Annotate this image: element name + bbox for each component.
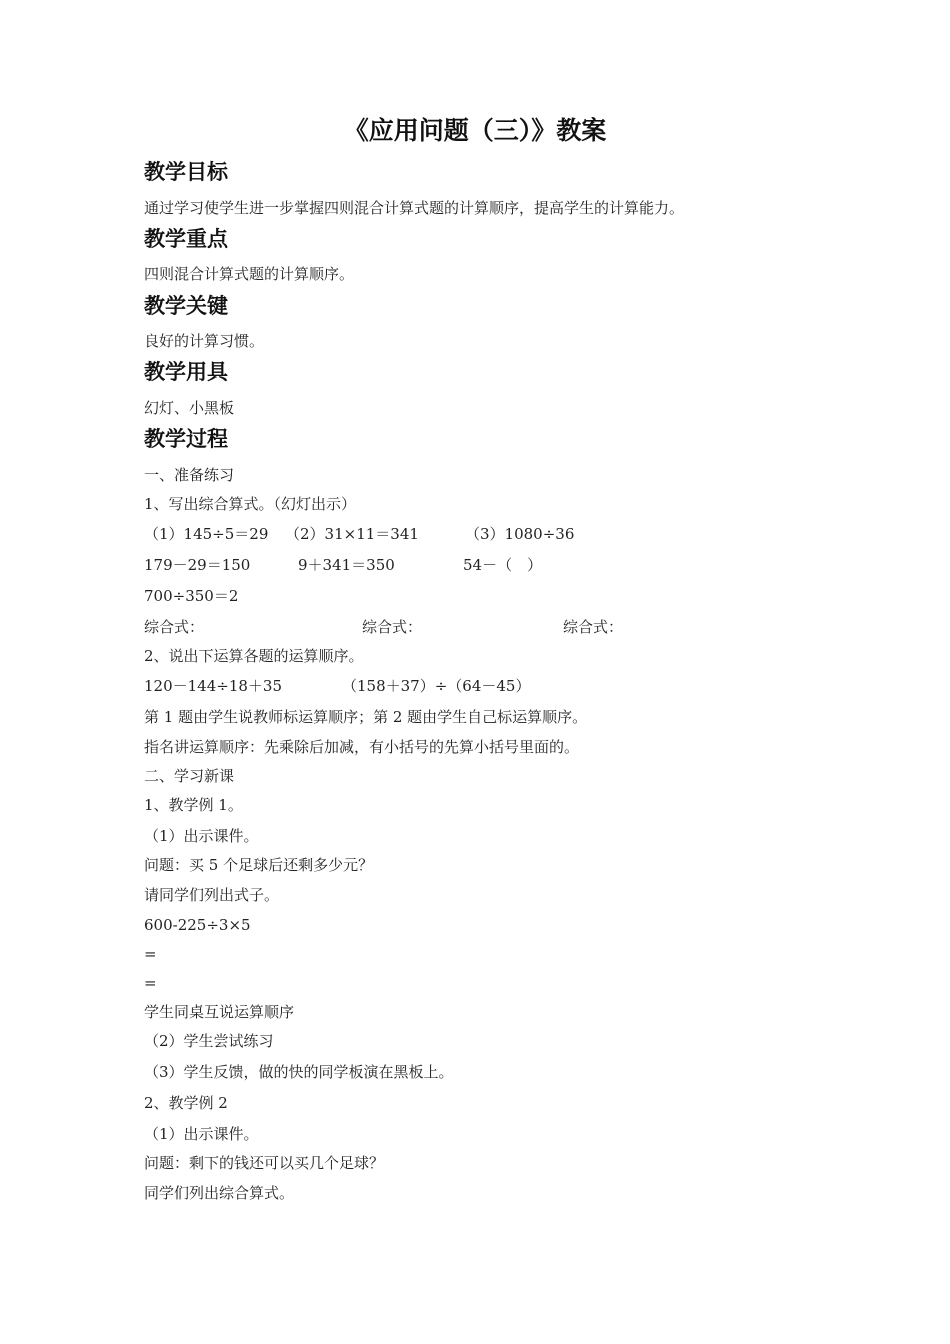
heading-key: 教学关键 <box>144 294 228 318</box>
part1-note2: 指名讲运算顺序：先乘除后加减，有小括号的先算小括号里面的。 <box>144 738 580 756</box>
heading-process: 教学过程 <box>144 427 228 451</box>
expr-3a: （3）1080÷36 <box>465 525 575 543</box>
example2-step1: （1）出示课件。 <box>144 1125 259 1143</box>
example1-step1: （1）出示课件。 <box>144 827 259 845</box>
key-text: 良好的计算习惯。 <box>144 332 265 350</box>
heading-key-point: 教学重点 <box>144 227 228 251</box>
part1-item1: 1、写出综合算式。（幻灯出示） <box>144 495 357 513</box>
order-expr-1: 120－144÷18＋35 <box>144 677 283 695</box>
order-expr-2: （158＋37）÷（64－45） <box>342 677 531 695</box>
example1-prompt: 请同学们列出式子。 <box>144 886 280 904</box>
example1-step3: （3）学生反馈，做的快的同学板演在黑板上。 <box>144 1063 454 1081</box>
expr-1a: （1）145÷5＝29 <box>144 525 269 543</box>
part2-title: 二、学习新课 <box>144 767 235 785</box>
example1-step2: （2）学生尝试练习 <box>144 1032 274 1050</box>
example1-question: 问题：买 5 个足球后还剩多少元？ <box>144 856 374 874</box>
example2-question: 问题：剩下的钱还可以买几个足球？ <box>144 1154 385 1172</box>
example2-title: 2、教学例 2 <box>144 1094 228 1112</box>
expr-2b: 9＋341＝350 <box>298 556 395 574</box>
combined-label-2: 综合式： <box>362 618 423 636</box>
expr-3b: 54－（ ） <box>463 556 543 574</box>
example1-discuss: 学生同桌互说运算顺序 <box>144 1003 295 1021</box>
part1-title: 一、准备练习 <box>144 466 235 484</box>
objective-text: 通过学习使学生进一步掌握四则混合计算式题的计算顺序，提高学生的计算能力。 <box>144 199 685 217</box>
heading-objective: 教学目标 <box>144 160 228 184</box>
combined-label-1: 综合式： <box>144 618 205 636</box>
combined-label-3: 综合式： <box>563 618 624 636</box>
part1-note1: 第 1 题由学生说教师标运算顺序；第 2 题由学生自己标运算顺序。 <box>144 708 588 726</box>
heading-tools: 教学用具 <box>144 360 228 384</box>
key-point-text: 四则混合计算式题的计算顺序。 <box>144 265 355 283</box>
example1-equals-1: = <box>144 945 157 963</box>
part1-item2: 2、说出下运算各题的运算顺序。 <box>144 647 364 665</box>
expr-1c: 700÷350＝2 <box>144 587 239 605</box>
expr-2a: （2）31×11＝341 <box>285 525 419 543</box>
document-title: 《应用问题（三）》教案 <box>343 116 607 145</box>
example1-title: 1、教学例 1。 <box>144 796 243 814</box>
example1-equals-2: = <box>144 974 157 992</box>
expr-1b: 179－29＝150 <box>144 556 251 574</box>
example2-prompt: 同学们列出综合算式。 <box>144 1184 295 1202</box>
example1-expression: 600-225÷3×5 <box>144 916 251 934</box>
tools-text: 幻灯、小黑板 <box>144 399 235 417</box>
